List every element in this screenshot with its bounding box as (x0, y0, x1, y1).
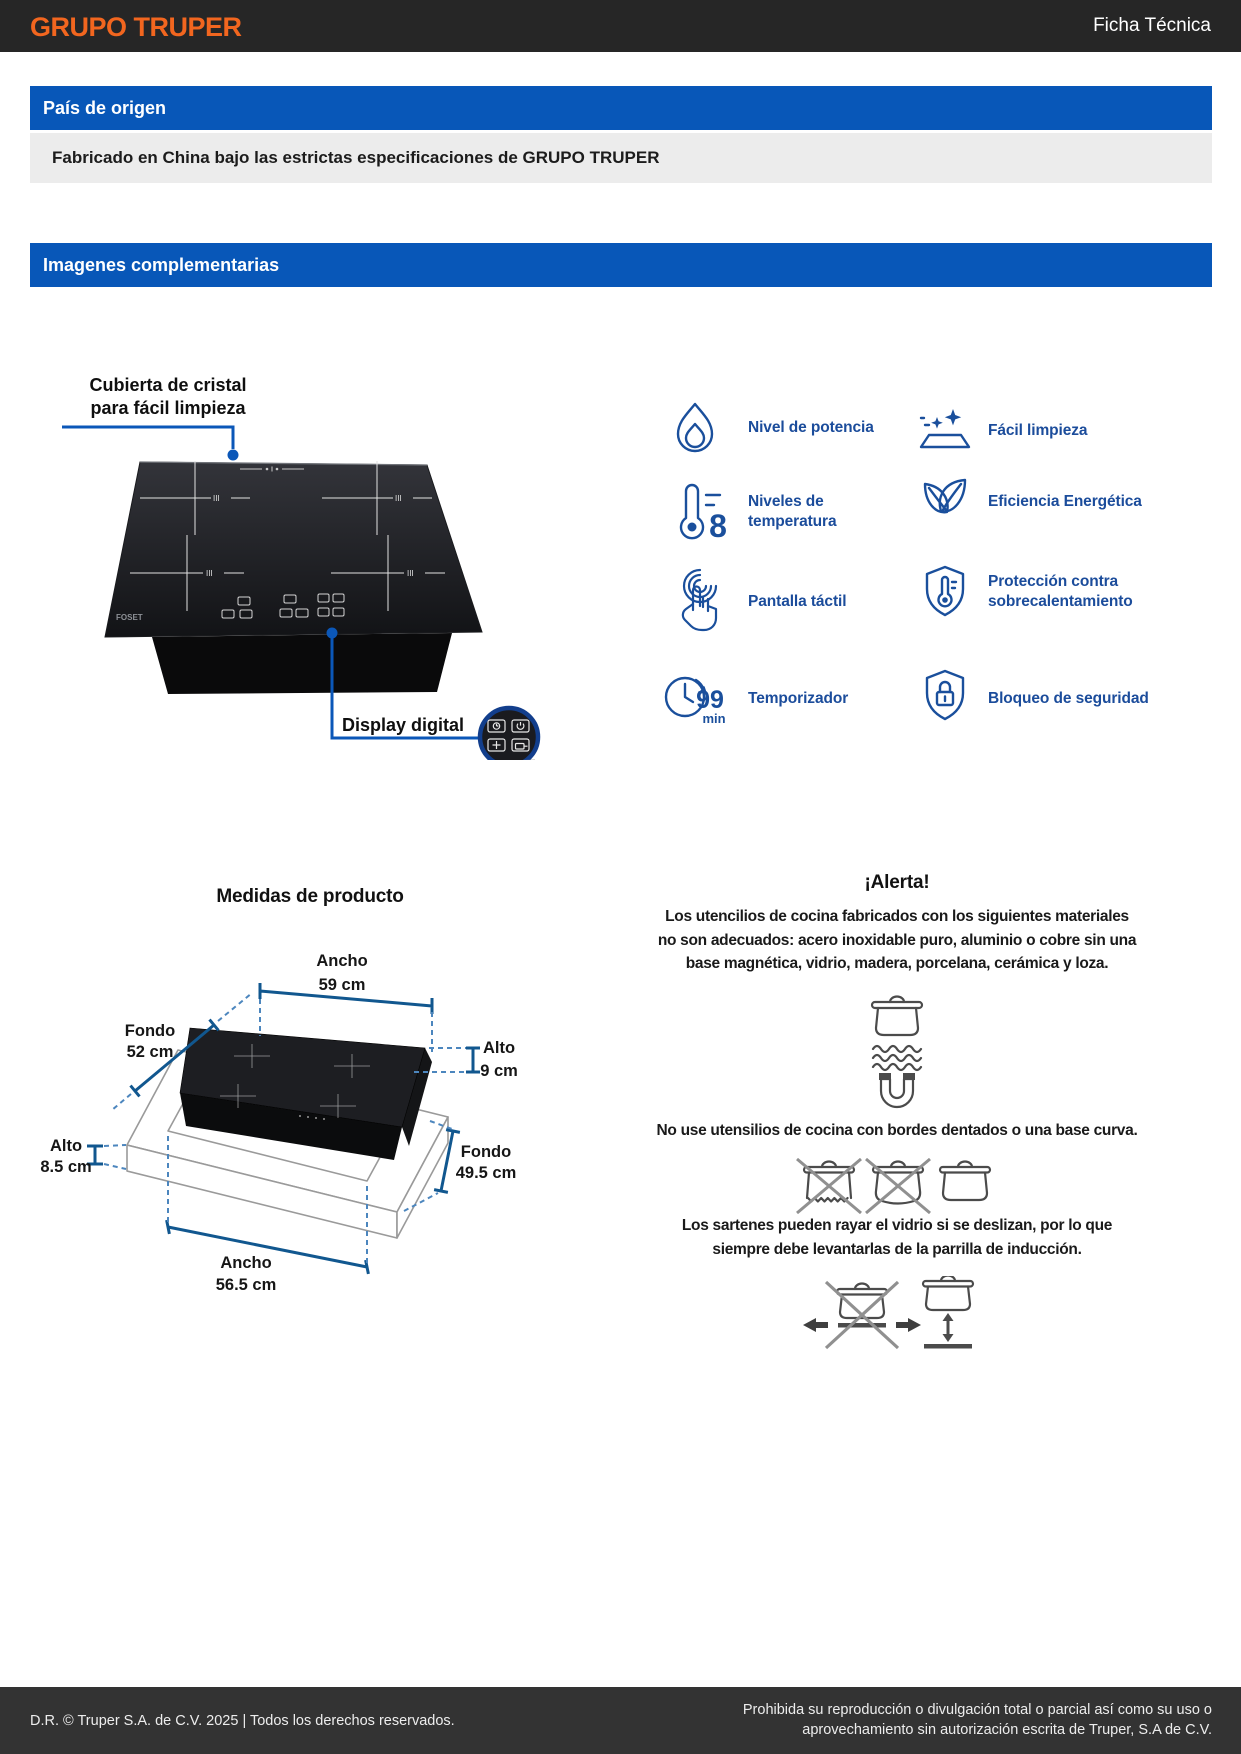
sparkle-clean-icon (913, 401, 977, 465)
product-brand-mark: FOSET (116, 613, 143, 622)
pot-types-icons (792, 1158, 1004, 1214)
feature-label-efficiency: Eficiencia Energética (988, 493, 1142, 510)
touch-icon (663, 568, 727, 632)
shield-lock-icon (913, 665, 977, 729)
magnetic-pot-icon (845, 992, 949, 1110)
svg-text:III: III (213, 494, 220, 503)
timer-minutes-unit: min (702, 711, 726, 726)
section-header-origin: País de origen (30, 86, 1212, 130)
alert-paragraph-1-line-3: base magnética, vidrio, madera, porcelana, cerámica y loza. (685, 955, 1109, 972)
timer-minutes-value: 99 (696, 686, 724, 714)
thermometer-levels-value: 8 (709, 508, 727, 544)
svg-text:III: III (407, 569, 414, 578)
measures-title: Medidas de producto (216, 886, 404, 907)
svg-text:Ancho: Ancho (220, 1254, 272, 1272)
alert-paragraph-1-line-2: no son adecuados: acero inoxidable puro, aluminio o cobre sin una (657, 931, 1137, 949)
section-header-images: Imagenes complementarias (30, 243, 1212, 287)
slide-lift-icons (798, 1276, 998, 1354)
display-callout-label: Display digital (342, 715, 465, 735)
svg-text:Alto: Alto (482, 1039, 516, 1057)
feature-label-timer: Temporizador (748, 690, 849, 707)
svg-text:III: III (206, 569, 213, 578)
alert-paragraph-3-line-1: Los sartenes pueden rayar el vidrio si se deslizan, por lo que (681, 1217, 1113, 1234)
no-slide-cross (826, 1282, 898, 1348)
svg-text:Fondo: Fondo (124, 1022, 176, 1040)
leaves-icon (913, 468, 977, 532)
lift-arrow (943, 1313, 954, 1342)
alert-paragraph-3-line-2: siempre debe levantarlas de la parrilla de inducción. (712, 1240, 1082, 1258)
glass-callout-line (62, 427, 233, 449)
svg-text:59 cm: 59 cm (318, 976, 366, 994)
display-zoom-circle (480, 708, 538, 760)
timer-icon (658, 665, 734, 729)
svg-text:Ancho: Ancho (316, 952, 368, 970)
cooktop-base (152, 633, 452, 694)
feature-label-touch: Pantalla táctil (748, 593, 847, 610)
brand-logo: GRUPO TRUPER (30, 12, 242, 42)
flame-icon (663, 398, 727, 462)
svg-text:Fondo: Fondo (460, 1143, 512, 1161)
svg-text:Alto: Alto (49, 1137, 83, 1155)
alert-title: ¡Alerta! (864, 872, 930, 893)
feature-label-temp-levels: Niveles de temperatura (748, 493, 837, 530)
svg-text:9 cm: 9 cm (480, 1062, 518, 1080)
glass-callout-label-2: para fácil limpieza (90, 398, 246, 418)
svg-text:III: III (395, 494, 402, 503)
svg-text:8.5 cm: 8.5 cm (40, 1158, 92, 1176)
shield-thermometer-icon (913, 561, 977, 625)
footer-copyright: D.R. © Truper S.A. de C.V. 2025 | Todos los derechos reservados. (30, 1713, 455, 1729)
svg-text:49.5 cm: 49.5 cm (455, 1164, 517, 1182)
feature-label-safety-lock: Bloqueo de seguridad (988, 690, 1149, 707)
origin-body-row: Fabricado en China bajo las estrictas especificaciones de GRUPO TRUPER (30, 133, 1212, 183)
svg-text:52 cm: 52 cm (126, 1043, 174, 1061)
feature-label-power: Nivel de potencia (748, 419, 874, 436)
svg-text:56.5 cm: 56.5 cm (215, 1276, 277, 1294)
footer-legal: Prohibida su reproducción o divulgación total o parcial así como su uso o aprovechamiento sin autorización escrita de Truper, S.A de C.V. (742, 1702, 1212, 1738)
feature-label-overheat: Protección contra sobrecalentamiento (988, 573, 1133, 610)
document-type-label: Ficha Técnica (1093, 15, 1211, 36)
glass-callout-dot (228, 450, 239, 461)
thermometer-icon (660, 481, 732, 545)
cooktop-glass (105, 462, 482, 637)
product-photo (40, 330, 560, 760)
alert-paragraph-2: No use utensilios de cocina con bordes dentados o una base curva. (656, 1122, 1138, 1139)
measures-diagram (30, 850, 590, 1320)
alert-paragraph-1-line-1: Los utencilios de cocina fabricados con los siguientes materiales (665, 908, 1129, 925)
feature-label-clean: Fácil limpieza (988, 422, 1088, 439)
display-callout-dot (327, 628, 338, 639)
glass-callout-label: Cubierta de cristal (89, 375, 247, 395)
